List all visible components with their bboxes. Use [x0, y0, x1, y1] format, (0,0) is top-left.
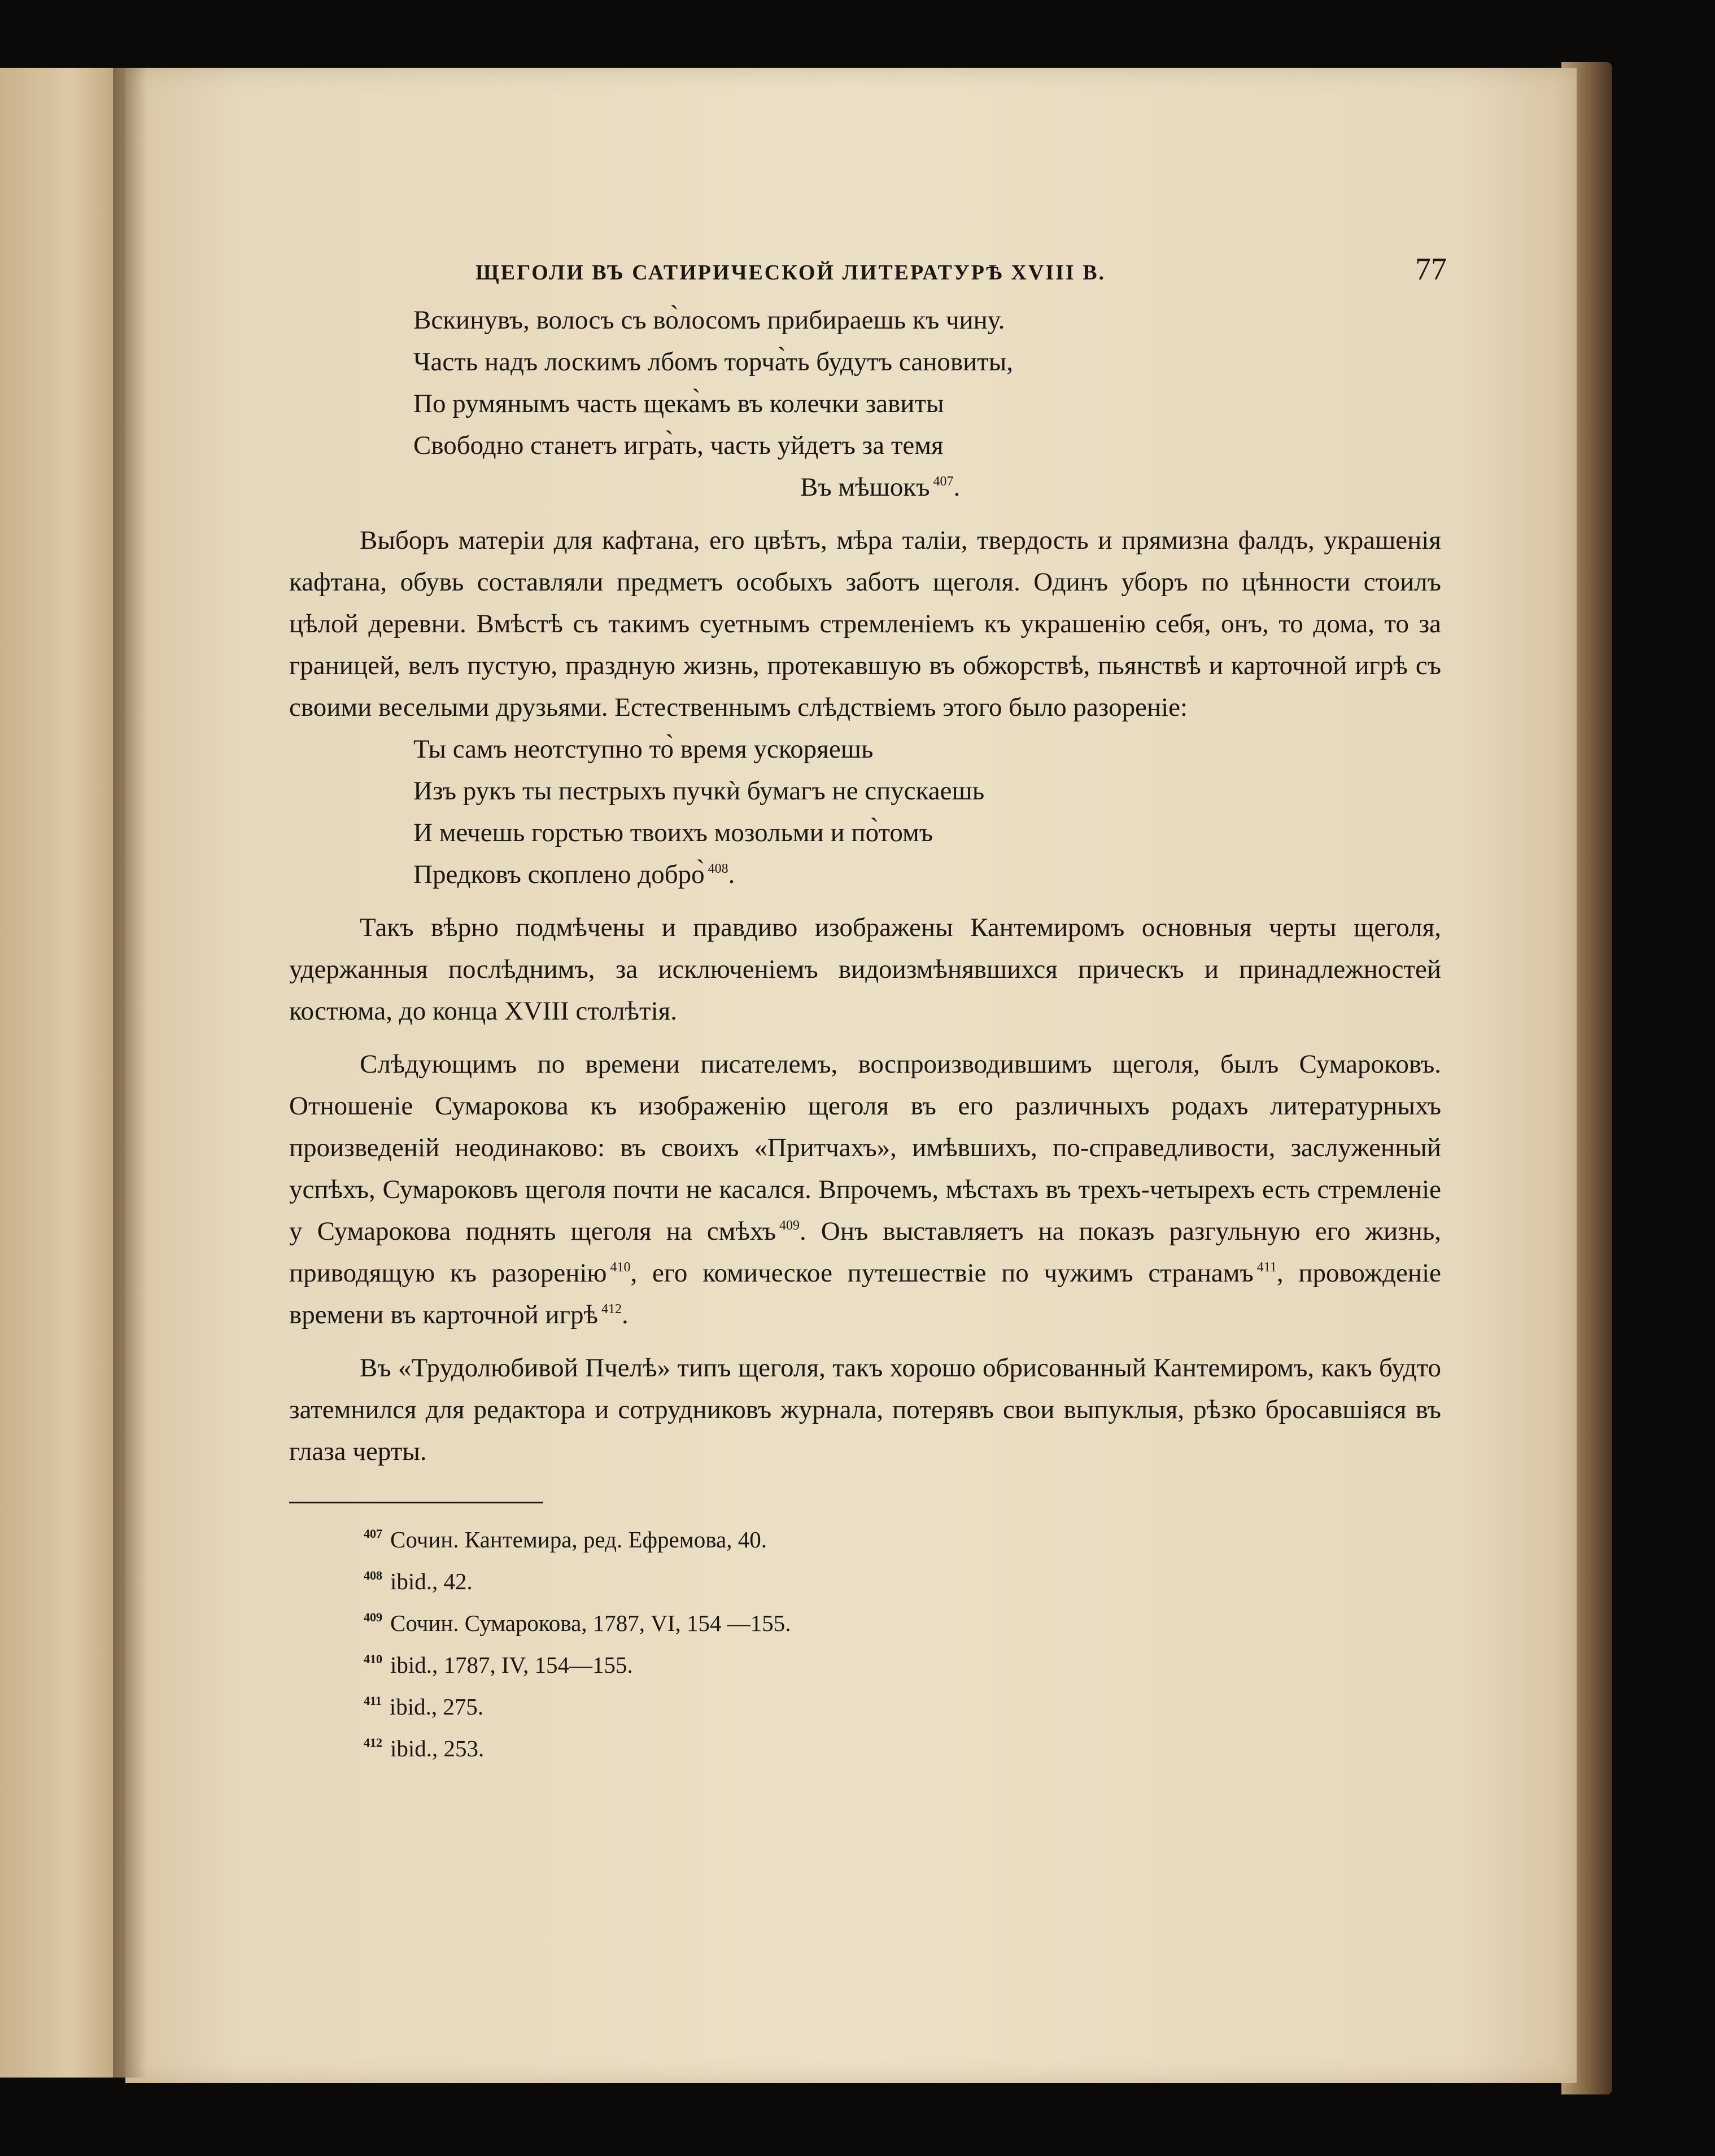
footnote-number: 410	[364, 1652, 382, 1666]
paragraph-1: Выборъ матерiи для кафтана, его цвѣтъ, мѣра талiи, твердость и прямизна фалдъ, украшенiя кафтана, обувь составляли предметъ особыхъ заботъ щеголя. Одинъ уборъ по цѣнности стоилъ цѣлой деревни. Вмѣстѣ съ такимъ суетнымъ стремленiемъ къ украшенiю себя, онъ, то дома, то за границей, велъ пустую, праздную жизнь, протекавшую въ обжорствѣ, пьянствѣ и карточной игрѣ съ своими веселыми друзьями. Естественнымъ слѣдствiемъ этого было разоренiе:	[289, 526, 1441, 722]
paragraph-2: Такъ вѣрно подмѣчены и правдиво изображены Кантемиромъ основныя черты щеголя, удержанныя послѣднимъ, за исключенiемъ видоизмѣнявшихся прическъ и принадлежностей костюма, до конца XVIII столѣтiя.	[289, 913, 1441, 1026]
footnote-ref: 408	[708, 861, 728, 876]
footnote-number: 412	[364, 1735, 382, 1750]
body-text	[289, 299, 1441, 1766]
verse-line: Свободно станетъ игра̀ть, часть уйдетъ за темя	[413, 431, 944, 460]
verse-line: Вскинувъ, волосъ съ во̀лосомъ прибираешь къ чину.	[413, 305, 1005, 335]
book-page	[125, 68, 1577, 2083]
para3-text-c: , его комическое путешествiе по чужимъ странамъ	[630, 1258, 1254, 1288]
footnote-number: 411	[364, 1694, 382, 1708]
verse-end-line	[413, 466, 1441, 508]
footnote-number: 408	[364, 1568, 382, 1582]
para3-text-e: .	[622, 1300, 629, 1330]
footnote-text: ibid., 42.	[390, 1568, 473, 1594]
para3-text-a: Слѣдующимъ по времени писателемъ, воспроизводившимъ щеголя, былъ Сумароковъ. Отношенiе Сумарокова къ изображенiю щеголя въ его различныхъ родахъ литературныхъ произведенiй неодинаково: въ своихъ «Притчахъ», имѣвшихъ, по-справедливости, заслуженный успѣхъ, Сумароковъ щеголя почти не касался. Впрочемъ, мѣстахъ въ трехъ-четырехъ есть стремленiе у Сумарокова поднять щеголя на смѣхъ	[289, 1049, 1441, 1246]
footnote-number: 409	[364, 1610, 382, 1624]
footnote-item	[364, 1558, 1441, 1599]
footnote-item	[364, 1641, 1441, 1683]
running-head: ЩЕГОЛИ ВЪ САТИРИЧЕСКОЙ ЛИТЕРАТУРѢ XVIII В.	[475, 261, 1106, 285]
verse-line: Часть надъ лоскимъ лбомъ торча̀ть будутъ сановиты,	[413, 347, 1014, 377]
footnote-text: ibid., 1787, IV, 154—155.	[390, 1652, 633, 1678]
footnote-text: Сочин. Сумарокова, 1787, VI, 154 —155.	[390, 1610, 791, 1636]
footnote-ref: 407	[933, 474, 954, 489]
footnote-text: ibid., 253.	[390, 1735, 485, 1761]
verse-end-text: Въ мѣшокъ	[800, 473, 930, 502]
verse-line: Ты самъ неотступно то̀ время ускоряешь	[413, 734, 874, 764]
footnote-item	[364, 1516, 1441, 1558]
verse-line: По румянымъ часть щека̀мъ въ колечки завиты	[413, 389, 944, 418]
verse-quote-1	[413, 299, 1441, 508]
page-header	[475, 251, 1447, 287]
facing-page-edge	[0, 68, 131, 2078]
verse-last-text: Предковъ скоплено добро̀	[413, 860, 705, 889]
footnote-text: ibid., 275.	[389, 1694, 484, 1720]
para3-text-d: , провожденiе времени въ карточной игрѣ	[289, 1258, 1441, 1330]
verse-line	[413, 854, 1441, 895]
verse-quote-2	[413, 728, 1441, 895]
footnote-ref: 411	[1256, 1260, 1277, 1275]
para3-text-b: . Онъ выставляетъ на показъ разгульную его жизнь, приводящую къ разоренiю	[289, 1217, 1441, 1288]
footnote-ref: 409	[779, 1218, 800, 1233]
book-gutter-shadow	[113, 68, 147, 2078]
paragraph-3	[289, 1043, 1441, 1336]
footnotes	[364, 1516, 1441, 1766]
verse-line: И мечешь горстью твоихъ мозольми и по̀томъ	[413, 818, 933, 847]
footnote-text: Сочин. Кантемира, ред. Ефремова, 40.	[390, 1527, 767, 1553]
footnote-divider	[289, 1502, 543, 1503]
footnote-item	[364, 1599, 1441, 1641]
footnote-number: 407	[364, 1527, 382, 1541]
page-number: 77	[1415, 252, 1447, 287]
footnote-item	[364, 1725, 1441, 1766]
footnote-ref: 410	[610, 1260, 631, 1275]
footnote-item	[364, 1683, 1441, 1725]
paragraph-4: Въ «Трудолюбивой Пчелѣ» типъ щеголя, такъ хорошо обрисованный Кантемиромъ, какъ будто затемнился для редактора и сотрудниковъ журнала, потерявъ свои выпуклыя, рѣзко бросавшiяся въ глаза черты.	[289, 1353, 1441, 1466]
punctuation: .	[953, 473, 961, 502]
footnote-ref: 412	[601, 1302, 622, 1317]
verse-line: Изъ рукъ ты пестрыхъ пучкѝ бумагъ не спускаешь	[413, 776, 985, 806]
punctuation: .	[728, 860, 735, 889]
